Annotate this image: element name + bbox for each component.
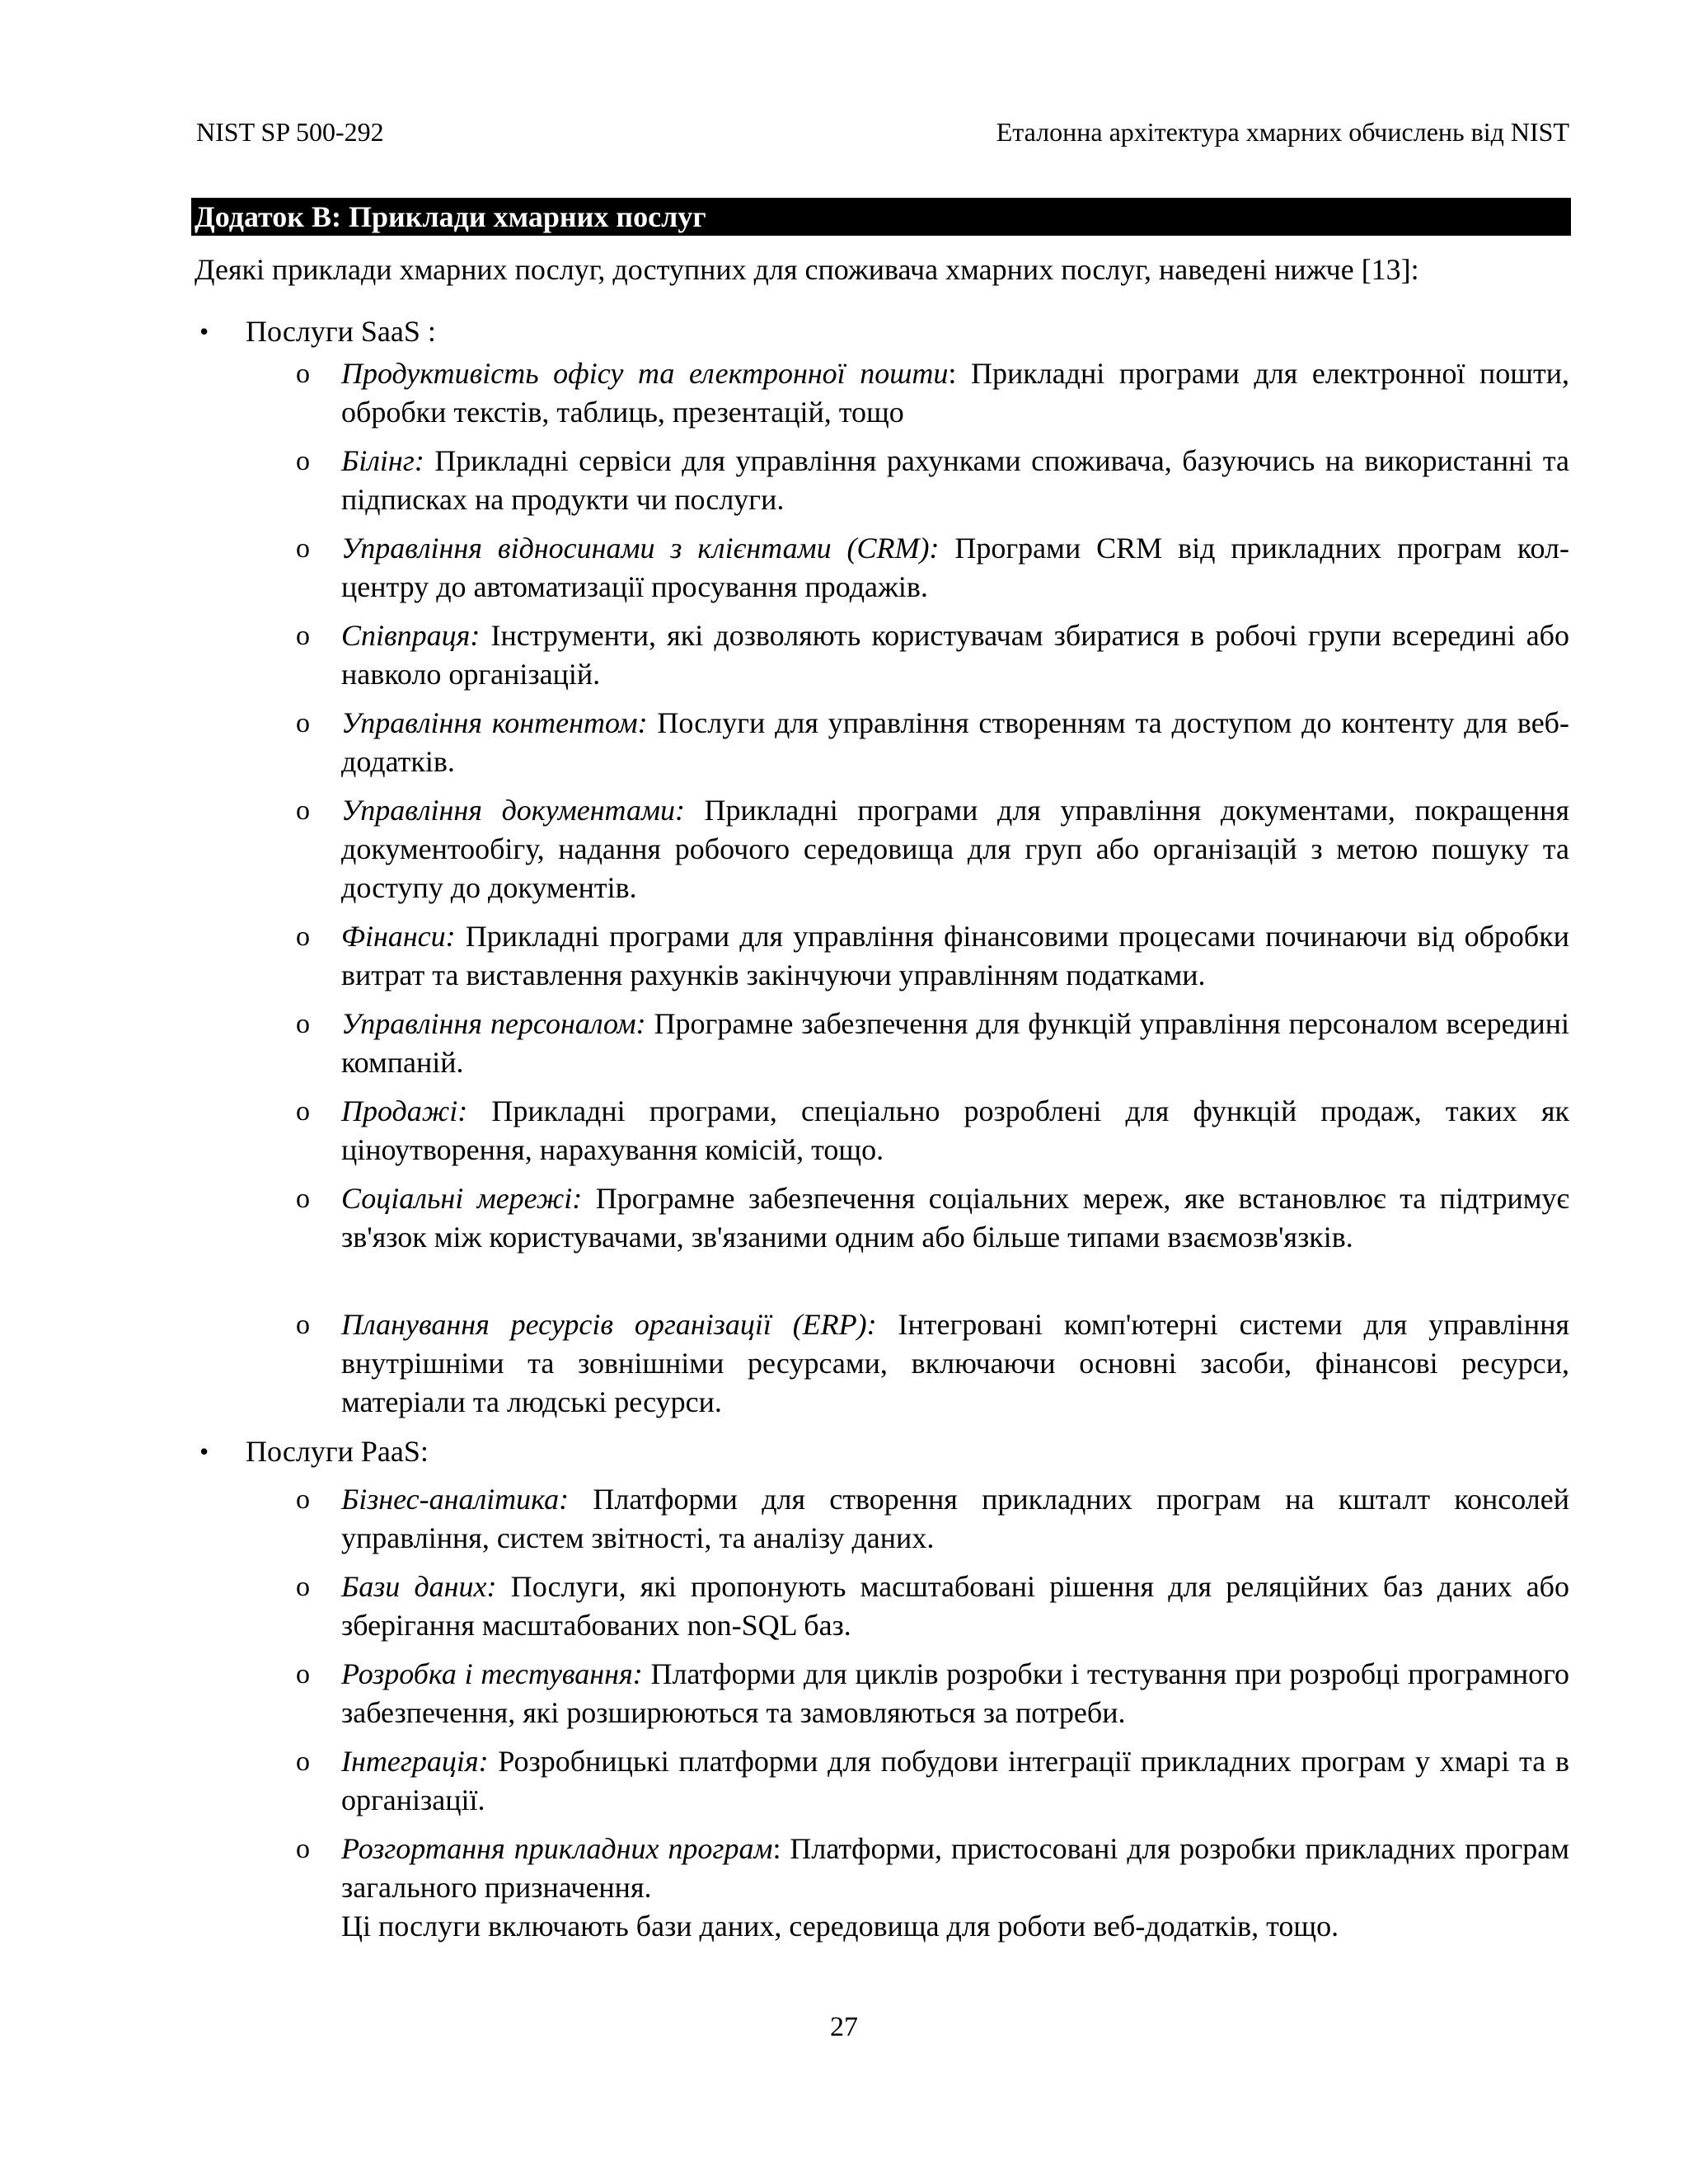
circle-bullet-icon: o (296, 1834, 310, 1864)
paas-heading (195, 1432, 1569, 1471)
item-term: Бази даних: (341, 1570, 497, 1603)
item-term: Білінг: (341, 444, 424, 477)
item-description: Програми CRM від прикладних програм кол-центру до автоматизації просування продажів. (341, 532, 1569, 603)
item-term: Продуктивість офісу та електронної пошти (341, 357, 949, 390)
circle-bullet-icon: o (296, 359, 310, 389)
bullet-icon: • (199, 316, 209, 346)
item-term: Розробка і тестування: (341, 1657, 643, 1690)
item-term: Планування ресурсів організації (ERP): (341, 1308, 877, 1341)
circle-bullet-icon: o (296, 1484, 310, 1515)
item-term: Управління контентом: (341, 706, 648, 739)
paas-extra-note: Ці послуги включають бази даних, середовища для роботи веб-додатків, тощо. (341, 1910, 1339, 1943)
item-description: Інструменти, які дозволяють користувачам збиратися в робочі групи всередині або навколо організацій. (341, 619, 1569, 691)
item-term: Бізнес-аналітика: (341, 1483, 570, 1516)
item-description: Прикладні програми, спеціально розроблені для функцій продаж, таких як ціноутворення, нарахування комісій, тощо. (341, 1094, 1569, 1166)
circle-bullet-icon: o (296, 921, 310, 952)
circle-bullet-icon: o (296, 1096, 310, 1127)
item-description: Платформи, пристосовані для розробки прикладних програм загального призначення. (341, 1832, 1569, 1904)
bullet-icon: • (199, 1436, 209, 1466)
paas-section (195, 1432, 1569, 1471)
circle-bullet-icon: o (296, 1572, 310, 1602)
circle-bullet-icon: o (296, 1009, 310, 1039)
circle-bullet-icon: o (296, 621, 310, 651)
circle-bullet-icon: o (296, 1746, 310, 1777)
saas-heading (195, 312, 1569, 351)
item-term: Управління персоналом: (341, 1007, 646, 1040)
circle-bullet-icon: o (296, 1659, 310, 1690)
circle-bullet-icon: o (296, 708, 310, 738)
saas-section (195, 312, 1569, 351)
circle-bullet-icon: o (296, 1183, 310, 1214)
paas-label: Послуги PaaS: (246, 1435, 429, 1468)
item-term: Співпраця: (341, 619, 481, 652)
item-description: Платформи для циклів розробки і тестування при розробці програмного забезпечення, які розширюються та замовляються за потреби. (341, 1657, 1570, 1729)
item-term: Управління відносинами з клієнтами (CRM): (341, 532, 940, 565)
item-description: Програмне забезпечення соціальних мереж, яке встановлює та підтримує зв'язок між користувачами, зв'язаними одним або більше типами взаємозв'язків. (341, 1182, 1569, 1254)
item-description: Прикладні програми для управління фінансовими процесами починаючи від обробки витрат та виставлення рахунків закінчуючи управлінням податками. (341, 920, 1569, 991)
circle-bullet-icon: o (296, 795, 310, 826)
circle-bullet-icon: o (296, 446, 310, 476)
item-description: Прикладні програми для управління документами, покращення документообігу, надання робочого середовища для груп або організацій з метою пошуку та доступу до документів. (341, 794, 1570, 904)
item-description: Послуги, які пропонують масштабовані рішення для реляційних баз даних або зберігання масштабованих non-SQL баз. (341, 1570, 1570, 1642)
item-description: Інтегровані комп'ютерні системи для управління внутрішніми та зовнішніми ресурсами, включаючи основні засоби, фінансові ресурси, матеріали та людські ресурси. (341, 1308, 1570, 1418)
item-term: Управління документами: (341, 794, 685, 827)
page-number: 27 (830, 2012, 858, 2042)
intro-paragraph: Деякі приклади хмарних послуг, доступних для споживача хмарних послуг, наведені нижче [13]: (195, 253, 1419, 286)
circle-bullet-icon: o (296, 533, 310, 564)
item-description: Програмне забезпечення для функцій управління персоналом всередині компаній. (341, 1007, 1570, 1079)
item-description: Платформи для створення прикладних програм на кшталт консолей управління, систем звітності, та аналізу даних. (341, 1483, 1569, 1554)
circle-bullet-icon: o (296, 1310, 310, 1340)
header-doc-id: NIST SP 500-292 (196, 117, 384, 147)
item-description: Прикладні програми для електронної пошти, обробки текстів, таблиць, презентацій, тощо (341, 357, 1569, 429)
saas-label: Послуги SaaS : (246, 315, 436, 348)
header-doc-title: Еталонна архітектура хмарних обчислень від NIST (996, 117, 1569, 147)
item-description: Послуги для управління створенням та доступом до контенту для веб-додатків. (341, 706, 1569, 778)
item-description: Розробницькі платформи для побудови інтеграції прикладних програм у хмарі та в організації. (341, 1745, 1569, 1816)
item-term: Продажі: (341, 1094, 468, 1127)
item-description: Прикладні сервіси для управління рахунками споживача, базуючись на використанні та підписках на продукти чи послуги. (341, 444, 1570, 516)
item-term: Фінанси: (341, 920, 456, 953)
document-page: NIST SP 500-292 Еталонна архітектура хмарних обчислень від NIST Додаток В: Приклади хмарних послуг Деякі приклади хмарних послуг, доступних для споживача хмарних послуг, наведені нижче [13]: • Послуги SaaS : o Продуктивість офісу та електронної пошти: Прикладні програми для електронної пошти, обробки текстів, таблиць, презентацій, тощо o Білінг: Прикладні сервіси для управління рахунками споживача, базуючись на використанні та підписках на продукти чи послуги. o Управління відносинами з клієнтами (CRM): Програми CRM від прикладних програм кол-центру до автоматизації просування продажів. o Співпраця: Інструменти, які дозволяють користувачам збиратися в робочі групи всередині або навколо організацій. o Управління контентом: Послуги для управління створенням та доступом до контенту для веб-додатків. o Управління документами: Прикладні програми для управління документами, покращення документообігу, надання робочого середовища для груп або організацій з метою пошуку та доступу до документів. o Фінанси: Прикладні програми для управління фінансовими процесами починаючи від обробки витрат та виставлення рахунків закінчуючи управлінням податками. o Управління персоналом: Програмне забезпечення для функцій управління персоналом всередині компаній. o Продажі: Прикладні програми, спеціально розроблені для функцій продаж, таких як ціноутворення, нарахування комісій, тощо. o Соціальні мережі: Програмне забезпечення соціальних мереж, яке встановлює та підтримує зв'язок між користувачами, зв'язаними одним або більше типами взаємозв'язків. o Планування ресурсів організації (ERP): Інтегровані комп'ютерні системи для управління внутрішніми та зовнішніми ресурсами, включаючи основні засоби, фінансові ресурси, матеріали та людські ресурси. • Послуги PaaS: o Бізнес-аналітика: Платформи для створення прикладних програм на кшталт консолей управління, систем звітності, та аналізу даних. o Бази даних: Послуги, які пропонують масштабовані рішення для реляційних баз даних або зберігання масштабованих non-SQL баз. o Розробка і тестування: Платформи для циклів розробки і тестування при розробці програмного забезпечення, які розширюються та замовляються за потреби. o Інтеграція: Розробницькі платформи для побудови інтеграції прикладних програм у хмарі та в організації. o Розгортання прикладних програм: Платформи, пристосовані для розробки прикладних програм загального призначення. Ці послуги включають бази даних, середовища для роботи веб-додатків, тощо. 27 (0, 0, 1688, 2184)
item-term: Розгортання прикладних програм (341, 1832, 773, 1865)
section-heading: Додаток В: Приклади хмарних послуг (191, 198, 1571, 236)
item-term: Соціальні мережі: (341, 1182, 583, 1215)
item-term: Інтеграція: (341, 1745, 489, 1778)
